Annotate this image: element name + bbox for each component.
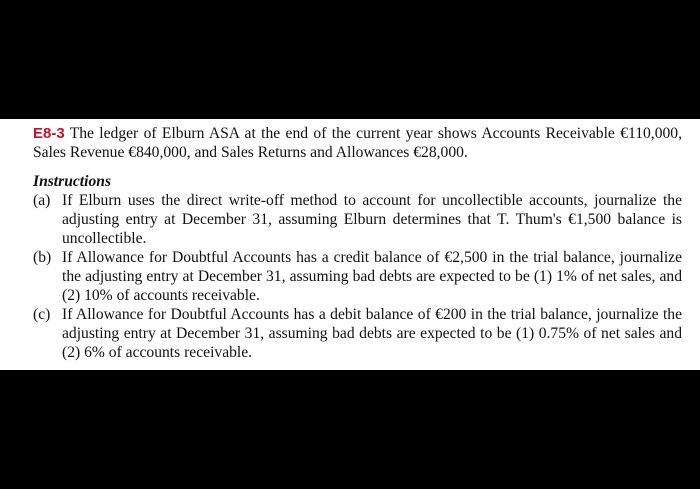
instruction-item-a (33, 191, 682, 248)
exercise-intro-text: The ledger of Elburn ASA at the end of the current year shows Accounts Receivable €110,000, Sales Revenue €840,000, and Sales Returns and Allowances €28,000. (33, 125, 682, 161)
item-text: If Elburn uses the direct write-off method to account for uncollectible accounts, journalize the adjusting entry at December 31, assuming Elburn determines that T. Thum's €1,500 balance is uncollectible. (62, 192, 682, 247)
exercise-label: E8-3 (33, 125, 65, 142)
exercise-intro (33, 124, 682, 162)
item-letter: (b) (33, 249, 52, 266)
instruction-item-c (33, 305, 682, 362)
instructions-heading: Instructions (33, 173, 112, 190)
item-letter: (c) (33, 306, 51, 323)
item-letter: (a) (33, 192, 51, 209)
item-text: If Allowance for Doubtful Accounts has a credit balance of €2,500 in the trial balance, journalize the adjusting entry at December 31, assuming bad debts are expected to be (1) 1% of net sales, and (2) 10% of accounts receivable. (62, 249, 682, 304)
instruction-item-b (33, 248, 682, 305)
exercise-panel (0, 119, 700, 370)
item-text: If Allowance for Doubtful Accounts has a debit balance of €200 in the trial balance, journalize the adjusting entry at December 31, assuming bad debts are expected to be (1) 0.75% of net sales and (2) 6% of accounts receivable. (62, 306, 682, 361)
